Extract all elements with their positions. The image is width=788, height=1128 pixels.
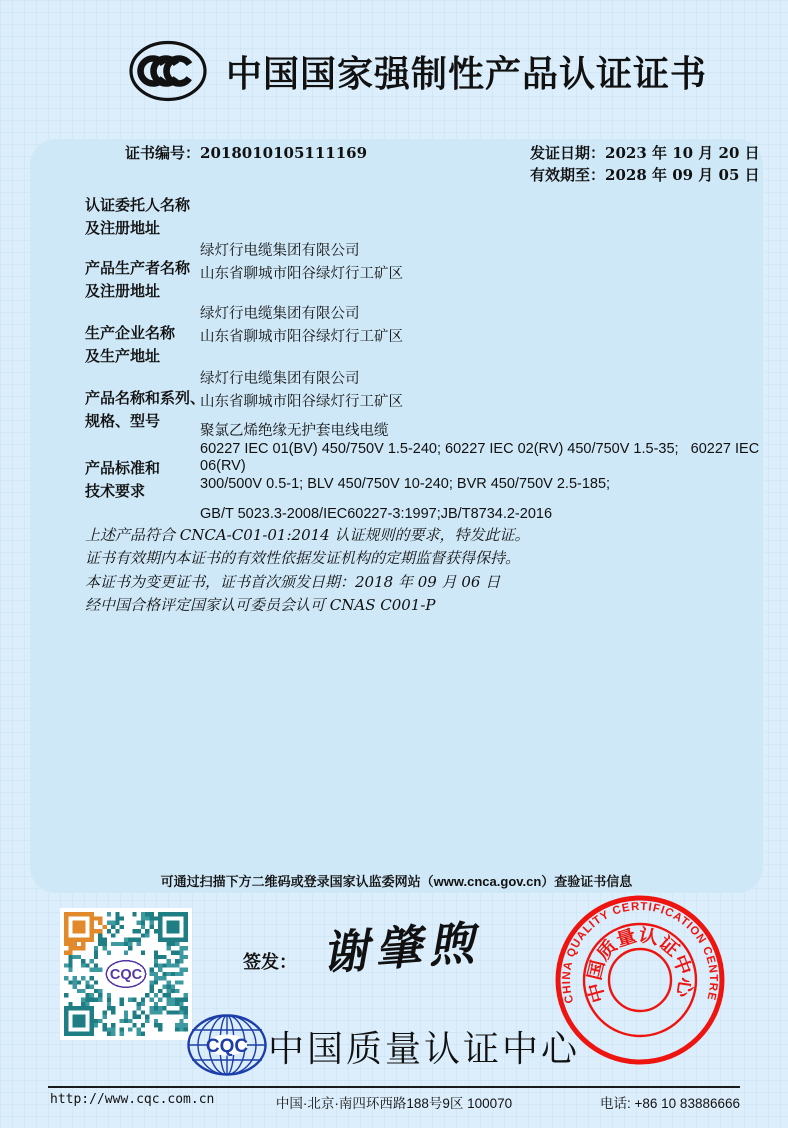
footer-url: http://www.cqc.com.cn	[50, 1092, 215, 1107]
expiry-date-line	[530, 164, 760, 185]
statements	[85, 524, 529, 617]
certificate-number-label: 证书编号：	[125, 144, 201, 162]
field-value: GB/T 5023.3-2008/IEC60227-3:1997;JB/T8734.2-2016	[200, 506, 553, 522]
cqc-logo-text: CQC	[205, 1036, 249, 1057]
statement-line: 上述产品符合 CNCA-C01-01:2014 认证规则的要求，特发此证。	[85, 526, 530, 544]
issue-date-value: 2023 年 10 月 20 日	[605, 144, 760, 162]
field-value: 绿灯行电缆集团有限公司 山东省聊城市阳谷绿灯行工矿区	[200, 371, 403, 410]
issue-date-label: 发证日期：	[530, 144, 606, 162]
issuer-sign-label: 签发：	[243, 952, 297, 973]
field-label: 产品名称和系列、 规格、型号	[85, 390, 206, 430]
qr-code-pattern	[64, 912, 188, 1036]
footer-divider	[48, 1086, 740, 1088]
svg-text:中国质量认证中心	[583, 924, 695, 1005]
page-title: 中国国家强制性产品认证证书	[226, 53, 708, 94]
qr-code	[60, 908, 192, 1040]
footer-phone: 电话: +86 10 83886666	[600, 1096, 740, 1111]
field-label: 产品标准和 技术要求	[85, 460, 161, 500]
field-label: 生产企业名称 及生产地址	[85, 325, 176, 365]
stamp-outer-text: CHINA QUALITY CERTIFICATION CENTRE	[560, 900, 720, 1005]
statement-line: 经中国合格评定国家认可委员会认可 CNAS C001-P	[85, 595, 436, 614]
certificate-number-line	[125, 142, 367, 163]
cqc-red-stamp	[552, 892, 728, 1068]
field-label: 产品生产者名称 及注册地址	[85, 260, 191, 300]
certificate-number-value: 2018010105111169	[200, 144, 368, 162]
stamp-inner-text: 中国质量认证中心	[584, 924, 696, 1005]
statement-line: 证书有效期内本证书的有效性依据发证机构的定期监督获得保持。	[85, 549, 521, 568]
expiry-date-label: 有效期至：	[530, 166, 606, 184]
statement-line: 本证书为变更证书，证书首次颁发日期：2018 年 09 月 06 日	[85, 572, 501, 591]
expiry-date-value: 2028 年 09 月 05 日	[605, 166, 760, 184]
svg-text:CQC: CQC	[109, 967, 143, 984]
issue-date-line	[530, 142, 760, 163]
footer-address: 中国·北京·南四环西路188号9区 100070	[275, 1096, 513, 1111]
ccc-logo-icon	[126, 38, 210, 104]
field-value: 绿灯行电缆集团有限公司 山东省聊城市阳谷绿灯行工矿区	[200, 306, 403, 345]
verification-note: 可通过扫描下方二维码或登录国家认监委网站（www.cnca.gov.cn）查验证书信息	[160, 874, 633, 889]
field-label: 认证委托人名称 及注册地址	[85, 197, 191, 237]
field-value: 聚氯乙烯绝缘无护套电线电缆 60227 IEC 01(BV) 450/750V 1.5-240; 60227 IEC 02(RV) 450/750V 1.5-35; 60227 IEC 06(RV) 300/500V 0.5-1; BLV 450/750V 10-240; BVR 450/750V 2.5-185;	[200, 423, 764, 492]
field-value: 绿灯行电缆集团有限公司 山东省聊城市阳谷绿灯行工矿区	[200, 243, 403, 282]
issuer-signature: 谢肇煦	[320, 915, 483, 981]
cqc-globe-icon	[186, 1013, 268, 1077]
cqc-center-name: 中国质量认证中心	[268, 1028, 581, 1069]
